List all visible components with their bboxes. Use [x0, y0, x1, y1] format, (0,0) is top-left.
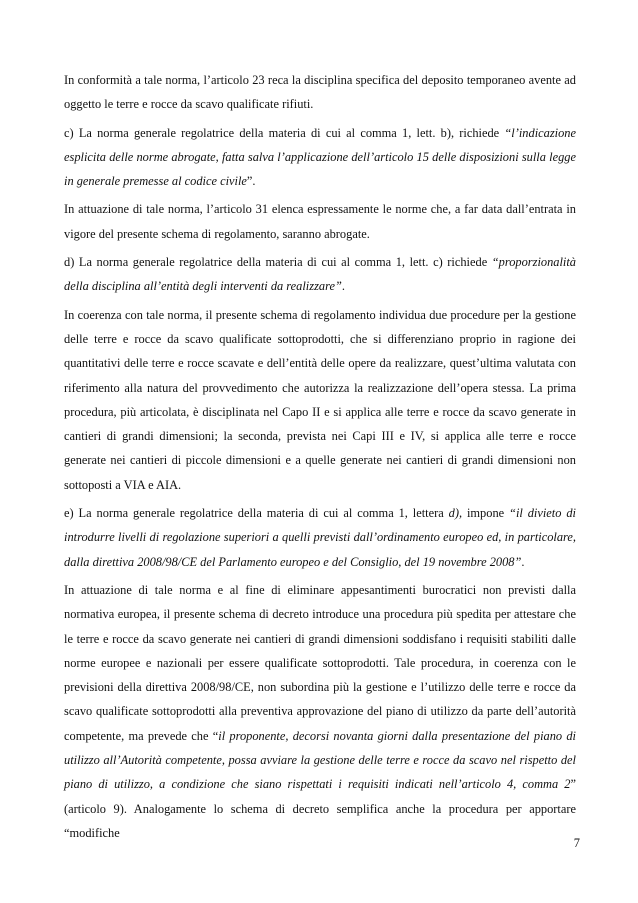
- paragraph-text: In conformità a tale norma, l’articolo 23 reca la disciplina specifica del deposito temporaneo avente ad oggetto le terre e rocce da scavo qualificate rifiuti.: [64, 73, 576, 112]
- paragraph-text: impone: [462, 506, 510, 521]
- quoted-norm: “proporzionalità della disciplina all’entità degli interventi da realizzare”: [64, 255, 576, 294]
- paragraph-deposito-temporaneo: [64, 68, 576, 117]
- paragraph-lettera-e: [64, 501, 576, 574]
- paragraph-articolo-31: [64, 197, 576, 246]
- paragraph-text: ”.: [246, 174, 256, 189]
- paragraph-text: In attuazione di tale norma e al fine di eliminare appesantimenti burocratici non previsti dalla normativa europea, il presente schema di decreto introduce una procedura più spedita per attestare che le terre e rocce da scavo generate nei cantieri di grandi dimensioni soddisfano i requisiti stabiliti dalle norme europee e nazionali per essere qualificate sottoprodotti. Tale procedura, in coerenza con le previsioni della direttiva 2008/98/CE, non subordina più la gestione e l’utilizzo delle terre e rocce da scavo qualificate sottoprodotti alla preventiva approvazione del piano di utilizzo da parte dell’autorità competente, ma prevede che “: [64, 582, 576, 743]
- paragraph-attuazione: [64, 578, 576, 845]
- paragraph-text: .: [521, 554, 525, 569]
- paragraph-text: c) La norma generale regolatrice della materia di cui al comma 1, lett. b), richiede: [64, 125, 505, 140]
- paragraph-lettera-d: [64, 250, 576, 299]
- paragraph-lettera-c: [64, 121, 576, 194]
- paragraph-text: .: [341, 279, 345, 294]
- document-body: [64, 68, 576, 849]
- paragraph-text: ” (articolo 9). Analogamente lo schema di decreto semplifica anche la procedura per apportare “modifiche: [64, 777, 576, 840]
- paragraph-text: d) La norma generale regolatrice della materia di cui al comma 1, lett. c) richiede: [64, 255, 492, 270]
- paragraph-text: e) La norma generale regolatrice della materia di cui al comma 1, lettera: [64, 506, 449, 521]
- paragraph-text: In attuazione di tale norma, l’articolo 31 elenca espressamente le norme che, a far data dall’entrata in vigore del presente schema di regolamento, saranno abrogate.: [64, 202, 576, 241]
- page-number: 7: [573, 836, 580, 850]
- paragraph-procedure: [64, 303, 576, 497]
- quoted-norm: “il divieto di introdurre livelli di regolazione superiori a quelli previsti dall’ordinamento europeo ed, in particolare, dalla direttiva 2008/98/CE del Parlamento europeo e del Consiglio, del 19 novembre 2008”: [64, 506, 576, 569]
- quoted-norm: “l’indicazione esplicita delle norme abrogate, fatta salva l’applicazione dell’articolo 15 delle disposizioni sulla legge in generale premesse al codice civile: [64, 125, 576, 189]
- paragraph-text: In coerenza con tale norma, il presente schema di regolamento individua due procedure per la gestione delle terre e rocce da scavo qualificate sottoprodotti, che si differenziano proprio in ragione dei quantitativi delle terre e rocce scavate e dell’entità delle opere da realizzare, quest’ultima valutata con riferimento alla natura del provvedimento che autorizza la realizzazione dell’opera stessa. La prima procedura, più articolata, è disciplinata nel Capo II e si applica alle terre e rocce da scavo generate in cantieri di grandi dimensioni; la seconda, prevista nei Capi III e IV, si applica alle terre e rocce generate nei cantieri di piccole dimensioni e a quelle generate nei cantieri di grandi dimensioni non sottoposti a VIA e AIA.: [64, 307, 576, 492]
- letter-reference: d),: [448, 506, 463, 521]
- quoted-norm: il proponente, decorsi novanta giorni dalla presentazione del piano di utilizzo all’Autorità competente, possa avviare la gestione delle terre e rocce da scavo nel rispetto del piano di utilizzo, a condizione che siano rispettati i requisiti indicati nell’articolo 4, comma 2: [64, 728, 576, 792]
